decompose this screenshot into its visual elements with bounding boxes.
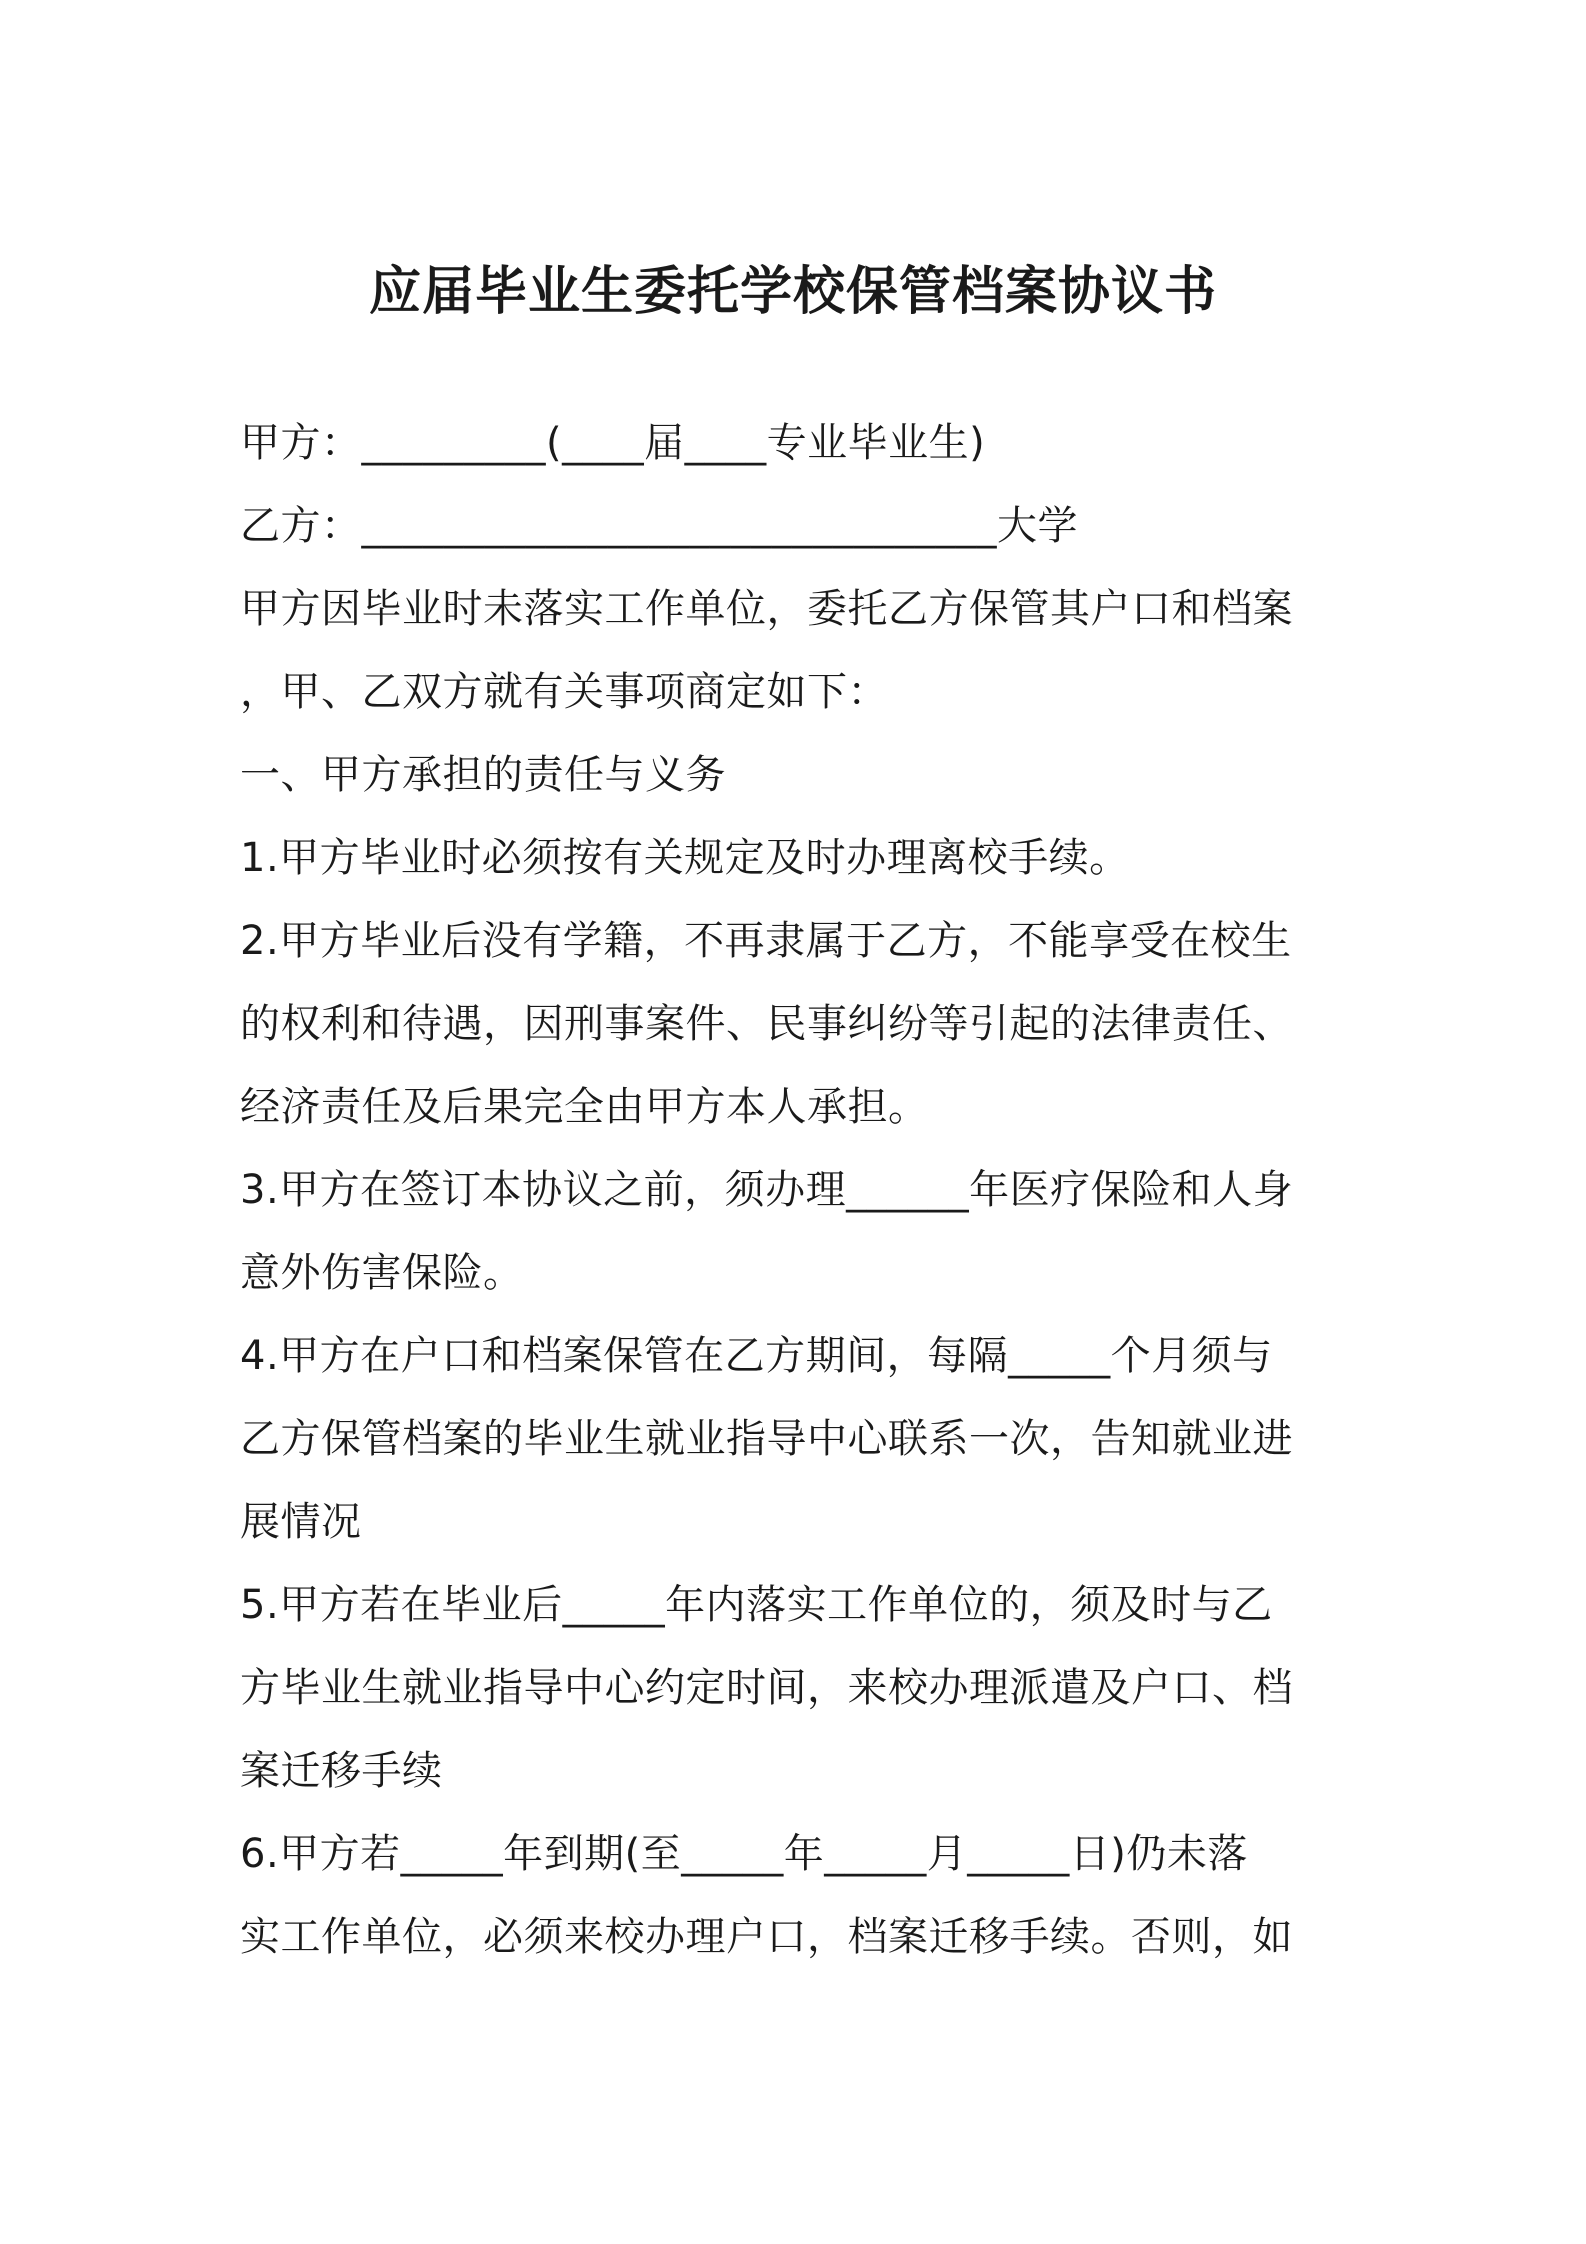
clause-5-line-2: 方毕业生就业指导中心约定时间，来校办理派遣及户口、档 bbox=[240, 1665, 1293, 1711]
clause-6-line-1: 6.甲方若_____年到期(至_____年_____月_____日)仍未落 bbox=[240, 1831, 1248, 1877]
party-a-line: 甲方：_________(____届____专业毕业生) bbox=[240, 420, 986, 466]
clause-2-line-1: 2.甲方毕业后没有学籍，不再隶属于乙方，不能享受在校生 bbox=[240, 918, 1292, 964]
clause-4-line-1: 4.甲方在户口和档案保管在乙方期间，每隔_____个月须与 bbox=[240, 1333, 1273, 1379]
clause-5-line-1: 5.甲方若在毕业后_____年内落实工作单位的，须及时与乙 bbox=[240, 1582, 1273, 1628]
document-title: 应届毕业生委托学校保管档案协议书 bbox=[368, 262, 1217, 322]
clause-3-line-1: 3.甲方在签订本协议之前，须办理______年医疗保险和人身 bbox=[240, 1167, 1294, 1213]
clause-4-line-3: 展情况 bbox=[240, 1499, 362, 1545]
clause-2-line-2: 的权利和待遇，因刑事案件、民事纠纷等引起的法律责任、 bbox=[240, 1001, 1293, 1047]
clause-5-line-3: 案迁移手续 bbox=[240, 1748, 443, 1794]
party-b-line: 乙方：_______________________________大学 bbox=[240, 503, 1078, 549]
clause-2-line-3: 经济责任及后果完全由甲方本人承担。 bbox=[240, 1084, 929, 1130]
section-heading-1: 一、甲方承担的责任与义务 bbox=[240, 752, 726, 798]
clause-1: 1.甲方毕业时必须按有关规定及时办理离校手续。 bbox=[240, 835, 1130, 881]
clause-4-line-2: 乙方保管档案的毕业生就业指导中心联系一次，告知就业进 bbox=[240, 1416, 1293, 1462]
preamble-line-1: 甲方因毕业时未落实工作单位，委托乙方保管其户口和档案 bbox=[240, 586, 1293, 632]
clause-3-line-2: 意外伤害保险。 bbox=[240, 1250, 524, 1296]
preamble-line-2: ，甲、乙双方就有关事项商定如下： bbox=[240, 669, 888, 715]
clause-6-line-2: 实工作单位，必须来校办理户口，档案迁移手续。否则，如 bbox=[240, 1914, 1293, 1960]
